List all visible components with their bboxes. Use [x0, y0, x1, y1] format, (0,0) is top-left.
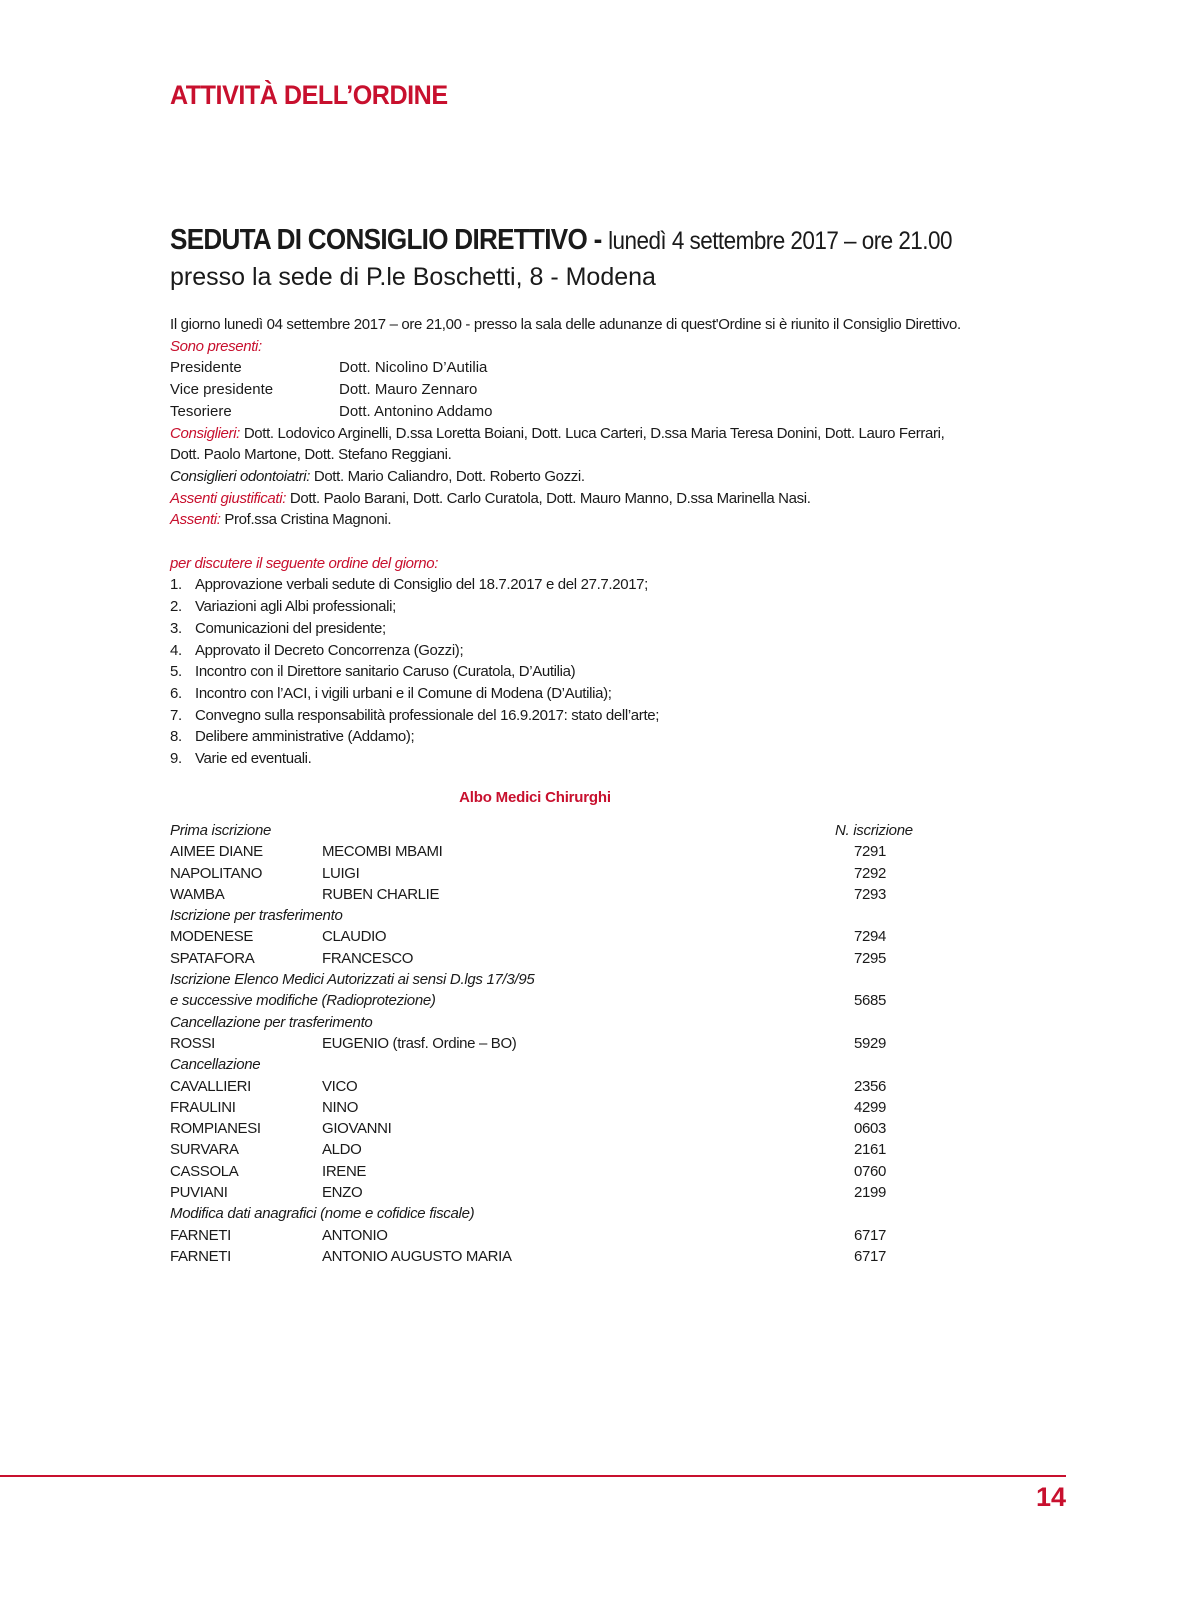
agenda-label: per discutere il seguente ordine del giorno:: [170, 554, 439, 572]
agenda-num: 5.: [170, 663, 182, 681]
section-label: Modifica dati anagrafici (nome e cofidice fiscale): [170, 1205, 475, 1223]
entry-name: GIOVANNI: [322, 1120, 392, 1138]
officer-row: [170, 379, 1070, 401]
register-entry: [170, 1225, 930, 1246]
officer-name: Dott. Nicolino D’Autilia: [339, 359, 488, 377]
agenda-text: Variazioni agli Albi professionali;: [195, 598, 396, 616]
register-entry: [170, 1033, 930, 1054]
register-entry: [170, 1246, 930, 1267]
title-date: lunedì 4 settembre 2017 – ore 21.00: [608, 227, 952, 255]
agenda-text: Approvazione verbali sedute di Consiglio del 18.7.2017 e del 27.7.2017;: [195, 576, 648, 594]
entry-name: NINO: [322, 1098, 359, 1116]
entry-name: IRENE: [322, 1162, 367, 1180]
title-location: presso la sede di P.le Boschetti, 8 - Modena: [170, 263, 656, 291]
register-header: [170, 820, 930, 841]
entry-name: LUIGI: [322, 864, 360, 882]
agenda-item: [170, 683, 1070, 705]
spacer: [170, 531, 1070, 553]
consiglieri-label: Consiglieri:: [170, 424, 240, 442]
entry-surname: CASSOLA: [170, 1162, 239, 1180]
register-entry: [170, 1097, 930, 1118]
entry-surname: FARNETI: [170, 1226, 231, 1244]
section-number: 5685: [854, 992, 886, 1010]
register-section: [170, 905, 930, 926]
register-entry: [170, 1161, 930, 1182]
entry-name: ENZO: [322, 1184, 363, 1202]
entry-number: 0760: [854, 1162, 886, 1180]
agenda-num: 2.: [170, 598, 182, 616]
entry-number: 6717: [854, 1226, 886, 1244]
agenda-text: Comunicazioni del presidente;: [195, 619, 386, 637]
assenti-line: [170, 509, 1070, 531]
meeting-title: [170, 222, 1090, 295]
section-label: ATTIVITÀ DELL’ORDINE: [170, 80, 448, 110]
entry-name: EUGENIO (trasf. Ordine – BO): [322, 1034, 517, 1052]
register-entry: [170, 863, 930, 884]
entry-number: 2161: [854, 1141, 886, 1159]
officer-role: Presidente: [170, 359, 242, 377]
header-num-iscrizione: N. iscrizione: [835, 822, 913, 839]
register-section: [170, 990, 930, 1011]
albo-register: [170, 820, 930, 1267]
register-section: [170, 1203, 930, 1224]
title-line-1: [170, 222, 998, 259]
entry-number: 4299: [854, 1098, 886, 1116]
agenda-text: Incontro con l’ACI, i vigili urbani e il Comune di Modena (D’Autilia);: [195, 684, 612, 702]
entry-surname: SURVARA: [170, 1141, 239, 1159]
giustificati-names: Dott. Paolo Barani, Dott. Carlo Curatola, Dott. Mauro Manno, D.ssa Marinella Nasi.: [286, 489, 811, 507]
agenda-num: 8.: [170, 728, 182, 746]
footer-rule: [0, 1475, 1066, 1477]
header-first-iscrizione: Prima iscrizione: [170, 822, 272, 839]
officer-name: Dott. Antonino Addamo: [339, 402, 493, 420]
entry-surname: ROMPIANESI: [170, 1120, 261, 1138]
register-entry: [170, 841, 930, 862]
agenda-text: Incontro con il Direttore sanitario Caruso (Curatola, D’Autilia): [195, 663, 576, 681]
section-label: Cancellazione: [170, 1056, 261, 1074]
agenda-num: 7.: [170, 706, 182, 724]
entry-surname: AIMEE DIANE: [170, 843, 263, 861]
register-entry: [170, 884, 930, 905]
entry-name: CLAUDIO: [322, 928, 387, 946]
entry-name: ALDO: [322, 1141, 362, 1159]
register-entry: [170, 1139, 930, 1160]
giustificati-label: Assenti giustificati:: [170, 489, 287, 507]
register-entry: [170, 1118, 930, 1139]
agenda-num: 1.: [170, 576, 182, 594]
agenda-item: [170, 661, 1070, 683]
entry-number: 0603: [854, 1120, 886, 1138]
entry-number: 7292: [854, 864, 886, 882]
register-section: [170, 969, 930, 990]
agenda-text: Varie ed eventuali.: [195, 750, 312, 768]
entry-surname: WAMBA: [170, 885, 225, 903]
entry-number: 7293: [854, 885, 886, 903]
consiglieri-line: [170, 423, 1070, 445]
section-label: Cancellazione per trasferimento: [170, 1013, 373, 1031]
agenda-item: [170, 640, 1070, 662]
register-section: [170, 1012, 930, 1033]
entry-surname: FARNETI: [170, 1247, 231, 1265]
intro-paragraph: Il giorno lunedì 04 settembre 2017 – ore 21,00 - presso la sala delle adunanze di quest'Ordine si è riunito il Consiglio Direttivo.: [170, 316, 961, 333]
entry-number: 5929: [854, 1034, 886, 1052]
odontoiatri-line: [170, 466, 1070, 488]
entry-surname: FRAULINI: [170, 1098, 236, 1116]
entry-surname: MODENESE: [170, 928, 254, 946]
presenti-label: Sono presenti:: [170, 337, 262, 355]
giustificati-line: [170, 488, 1070, 510]
agenda-item: [170, 574, 1070, 596]
agenda-text: Delibere amministrative (Addamo);: [195, 728, 415, 746]
officer-name: Dott. Mauro Zennaro: [339, 381, 478, 399]
agenda-item: [170, 596, 1070, 618]
assenti-names: Prof.ssa Cristina Magnoni.: [220, 511, 392, 529]
entry-name: FRANCESCO: [322, 949, 414, 967]
albo-title: Albo Medici Chirurghi: [459, 789, 611, 806]
entry-name: ANTONIO AUGUSTO MARIA: [322, 1247, 512, 1265]
officers-list: [170, 357, 1070, 422]
entry-surname: ROSSI: [170, 1034, 215, 1052]
entry-surname: CAVALLIERI: [170, 1077, 251, 1095]
officer-row: [170, 357, 1070, 379]
entry-number: 7294: [854, 928, 886, 946]
officer-role: Vice presidente: [170, 381, 274, 399]
agenda-text: Convegno sulla responsabilità professionale del 16.9.2017: stato dell’arte;: [195, 706, 660, 724]
minutes-body: [170, 314, 1070, 770]
officer-row: [170, 401, 1070, 423]
section-label: Iscrizione per trasferimento: [170, 907, 343, 925]
consiglieri-names: Dott. Lodovico Arginelli, D.ssa Loretta Boiani, Dott. Luca Carteri, D.ssa Maria Teresa Donini, Dott. Lauro Ferrari,: [240, 424, 945, 442]
agenda-item: [170, 748, 1070, 770]
agenda-num: 6.: [170, 684, 182, 702]
register-entry: [170, 948, 930, 969]
entry-surname: PUVIANI: [170, 1184, 228, 1202]
title-bold: SEDUTA DI CONSIGLIO DIRETTIVO -: [170, 224, 609, 256]
entry-number: 2199: [854, 1184, 886, 1202]
section-label: e successive modifiche (Radioprotezione): [170, 992, 436, 1010]
entry-surname: NAPOLITANO: [170, 864, 263, 882]
officer-role: Tesoriere: [170, 402, 232, 420]
entry-number: 2356: [854, 1077, 886, 1095]
agenda-list: [170, 574, 1070, 769]
entry-surname: SPATAFORA: [170, 949, 255, 967]
register-entry: [170, 1182, 930, 1203]
register-rows: [170, 841, 930, 1267]
entry-number: 7291: [854, 843, 886, 861]
entry-number: 6717: [854, 1247, 886, 1265]
agenda-num: 9.: [170, 750, 182, 768]
agenda-num: 4.: [170, 641, 182, 659]
consiglieri-line-2: Dott. Paolo Martone, Dott. Stefano Reggiani.: [170, 446, 452, 464]
register-entry: [170, 926, 930, 947]
agenda-item: [170, 705, 1070, 727]
entry-name: VICO: [322, 1077, 358, 1095]
agenda-item: [170, 618, 1070, 640]
entry-name: MECOMBI MBAMI: [322, 843, 443, 861]
entry-name: RUBEN CHARLIE: [322, 885, 440, 903]
register-section: [170, 1054, 930, 1075]
odontoiatri-label: Consiglieri odontoiatri:: [170, 467, 311, 485]
agenda-item: [170, 726, 1070, 748]
agenda-text: Approvato il Decreto Concorrenza (Gozzi);: [195, 641, 464, 659]
section-label: Iscrizione Elenco Medici Autorizzati ai sensi D.lgs 17/3/95: [170, 971, 535, 989]
register-entry: [170, 1076, 930, 1097]
agenda-num: 3.: [170, 619, 182, 637]
entry-name: ANTONIO: [322, 1226, 388, 1244]
entry-number: 7295: [854, 949, 886, 967]
odontoiatri-names: Dott. Mario Caliandro, Dott. Roberto Gozzi.: [310, 467, 585, 485]
page-number: 14: [1035, 1482, 1066, 1512]
assenti-label: Assenti:: [170, 511, 221, 529]
